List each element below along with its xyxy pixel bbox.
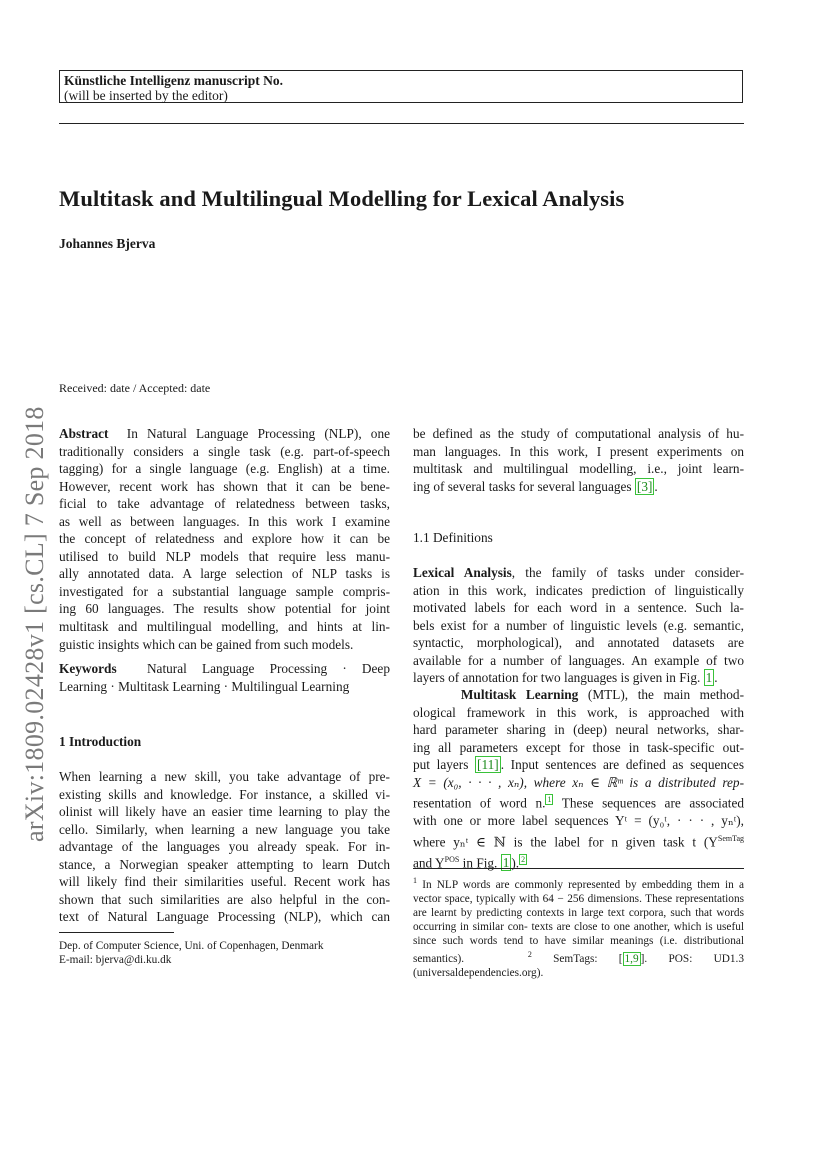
intro-line: man languages. In this work, I present experiments on [413, 443, 744, 459]
mtl-line: ological framework in this work, is approached with [413, 704, 744, 720]
keywords [59, 660, 390, 695]
figure-link[interactable]: 1 [705, 670, 713, 686]
abstract-label: Abstract [59, 426, 109, 441]
figure-link[interactable]: 1 [502, 855, 510, 871]
intro-line: existing skills and knowledge. For instance, a skilled vi- [59, 786, 390, 802]
lexical-line: motivated labels for each word in a sentence. Such la- [413, 600, 744, 616]
keywords-line: Natural Language Processing · Deep [146, 661, 390, 676]
abstract-line: investigated for a substantial language sample compris- [59, 583, 390, 599]
lexical-line: syntactic, morphological), and annotated datasets are [413, 635, 744, 651]
citation-link[interactable]: [3] [636, 478, 653, 494]
mtl-line: in Fig. [459, 855, 501, 871]
footnote-rule [413, 868, 744, 869]
abstract-line: guistic insights which can be gained from such models. [59, 636, 354, 652]
footnote-mark[interactable]: 1 [547, 795, 552, 805]
citation-link[interactable]: 1,9 [624, 952, 639, 965]
lexical-line: ation in this work, indicates prediction of linguistically [413, 582, 744, 598]
intro-line: shown that such similarities are also helpful in the con- [59, 891, 390, 907]
abstract-line: the concept of relatedness and explore how it can be [59, 531, 390, 547]
abstract-line: ficial to take advantage of relatedness between tasks, [59, 496, 390, 512]
section-heading-introduction: 1 Introduction [59, 734, 142, 749]
mtl-line: ). [511, 855, 520, 871]
intro-line: When learning a new skill, you take advantage of pre- [59, 769, 390, 784]
mtl-line: and Y [413, 855, 445, 871]
mtl-line: These sequences are associated [553, 795, 745, 811]
abstract-line: traditionally considers a single task (e.g. part-of-speech [59, 443, 390, 459]
mtl-line: ing all parameters except for those in task-specific out- [413, 739, 744, 755]
affiliation-email: E-mail: bjerva@di.ku.dk [59, 954, 172, 966]
pos-superscript: POS [444, 854, 460, 864]
mtl-line: put layers [413, 757, 476, 773]
footnote-line: SemTags: [ [553, 952, 623, 965]
affiliation-dept: Dep. of Computer Science, Uni. of Copenhagen, Denmark [59, 940, 324, 952]
footnotes [413, 874, 744, 980]
mtl-line: resentation of word n. [413, 795, 546, 811]
footnote-line: ]. POS: UD1.3 (universaldependencies.org). [413, 952, 745, 979]
mtl-line: X = (x₀, · · · , xₙ), where xₙ ∈ ℝᵐ is a distributed rep- [413, 774, 744, 790]
affiliation [59, 939, 323, 967]
footnote-mark[interactable]: 2 [521, 854, 526, 864]
abstract-line: However, recent work has shown that it can be bene- [59, 478, 390, 494]
author-name: Johannes Bjerva [59, 236, 156, 251]
abstract [59, 425, 390, 653]
footnote-line: texts are close to one another, which is useful since such words [413, 920, 745, 947]
lexical-line-end: . [714, 670, 718, 686]
footnote-line: tend to have similar meanings (i.e. distributional semantics). [413, 934, 744, 965]
footnote-number: 1 [413, 876, 417, 885]
citation-link[interactable]: [11] [477, 757, 499, 773]
mtl-paragraph [413, 686, 744, 872]
journal-name: Künstliche Intelligenz manuscript No. [64, 73, 284, 88]
keywords-line: Learning · Multitask Learning · Multilingual Learning [59, 678, 350, 694]
abstract-line: In Natural Language Processing (NLP), one [126, 426, 390, 441]
footnote-line: These representations are learnt by predicting contexts in [413, 892, 744, 919]
lexical-analysis-paragraph [413, 564, 744, 687]
journal-header-box [59, 70, 743, 103]
intro-line: olinist will likely have an easier time learning to play the [59, 804, 390, 820]
footnote-line: them in a vector space, typically with 64 − 256 dimensions. [413, 878, 744, 905]
abstract-line: as well as between languages. In this work I examine [59, 513, 390, 529]
keywords-label: Keywords [59, 661, 117, 676]
lexical-line: available for a number of languages. An example of two [413, 652, 744, 668]
mtl-line: . Input sentences are defined as sequences [500, 757, 744, 773]
intro-line: be defined as the study of computational analysis of hu- [413, 426, 744, 441]
intro-line: stance, a Norwegian speaker attempting to learn Dutch [59, 856, 390, 872]
intro-line: ing of several tasks for several languages [413, 478, 635, 494]
mtl-line: with one or more label sequences Yᵗ = (y₀ᵗ, · · · , yₙᵗ), [413, 813, 744, 829]
lexical-line: , the family of tasks under consider- [511, 565, 744, 580]
lexical-line: bels exist for a number of linguistic levels (e.g. semantic, [413, 617, 744, 633]
intro-line: will likely find their similarities useful. Recent work has [59, 874, 390, 890]
mtl-line: hard parameter sharing in (deep) neural networks, shar- [413, 722, 744, 738]
intro-continuation [413, 425, 744, 495]
intro-line: text of Natural Language Processing (NLP), which can [59, 909, 390, 925]
paper-title: Multitask and Multilingual Modelling for Lexical Analysis [59, 186, 625, 211]
intro-line: advantage of the languages you already speak. For in- [59, 839, 390, 855]
affiliation-rule [59, 932, 174, 933]
lexical-label: Lexical Analysis [413, 565, 512, 580]
mtl-label: Multitask Learning [460, 687, 579, 702]
mtl-line: (MTL), the main method- [578, 687, 744, 702]
intro-line: multitask and multilingual modelling, i.e., joint learn- [413, 461, 744, 477]
footnote-number: 2 [527, 949, 532, 959]
abstract-line: ally annotated data. A large selection of NLP tasks is [59, 566, 390, 582]
semtag-superscript: SemTag [717, 833, 744, 843]
mtl-line: where yₙᵗ ∈ ℕ is the label for n given task t (Y [413, 834, 718, 850]
abstract-line: multitask and multilingual modelling, and hints at lin- [59, 619, 390, 635]
footnote-line: In NLP words are commonly represented by embedding [422, 878, 693, 891]
arxiv-stamp: arXiv:1809.02428v1 [cs.CL] 7 Sep 2018 [20, 406, 49, 842]
abstract-line: ing 60 languages. The results show potential for joint [59, 601, 390, 617]
header-rule [59, 123, 744, 124]
intro-line-end: . [654, 478, 658, 494]
footnote-line: large text corpora, such that words occurring in similar con- [413, 906, 744, 933]
subsection-heading-definitions: 1.1 Definitions [413, 530, 493, 545]
lexical-line: layers of annotation for two languages is given in Fig. [413, 670, 704, 686]
abstract-line: tagging) for a single language (e.g. English) at a time. [59, 461, 390, 477]
editor-note: (will be inserted by the editor) [64, 88, 228, 103]
intro-line: cello. Similarly, when learning a new language you take [59, 821, 390, 837]
abstract-line: utilised to build NLP models that require less manu- [59, 548, 390, 564]
received-line: Received: date / Accepted: date [59, 381, 211, 395]
introduction-paragraph [59, 768, 390, 926]
